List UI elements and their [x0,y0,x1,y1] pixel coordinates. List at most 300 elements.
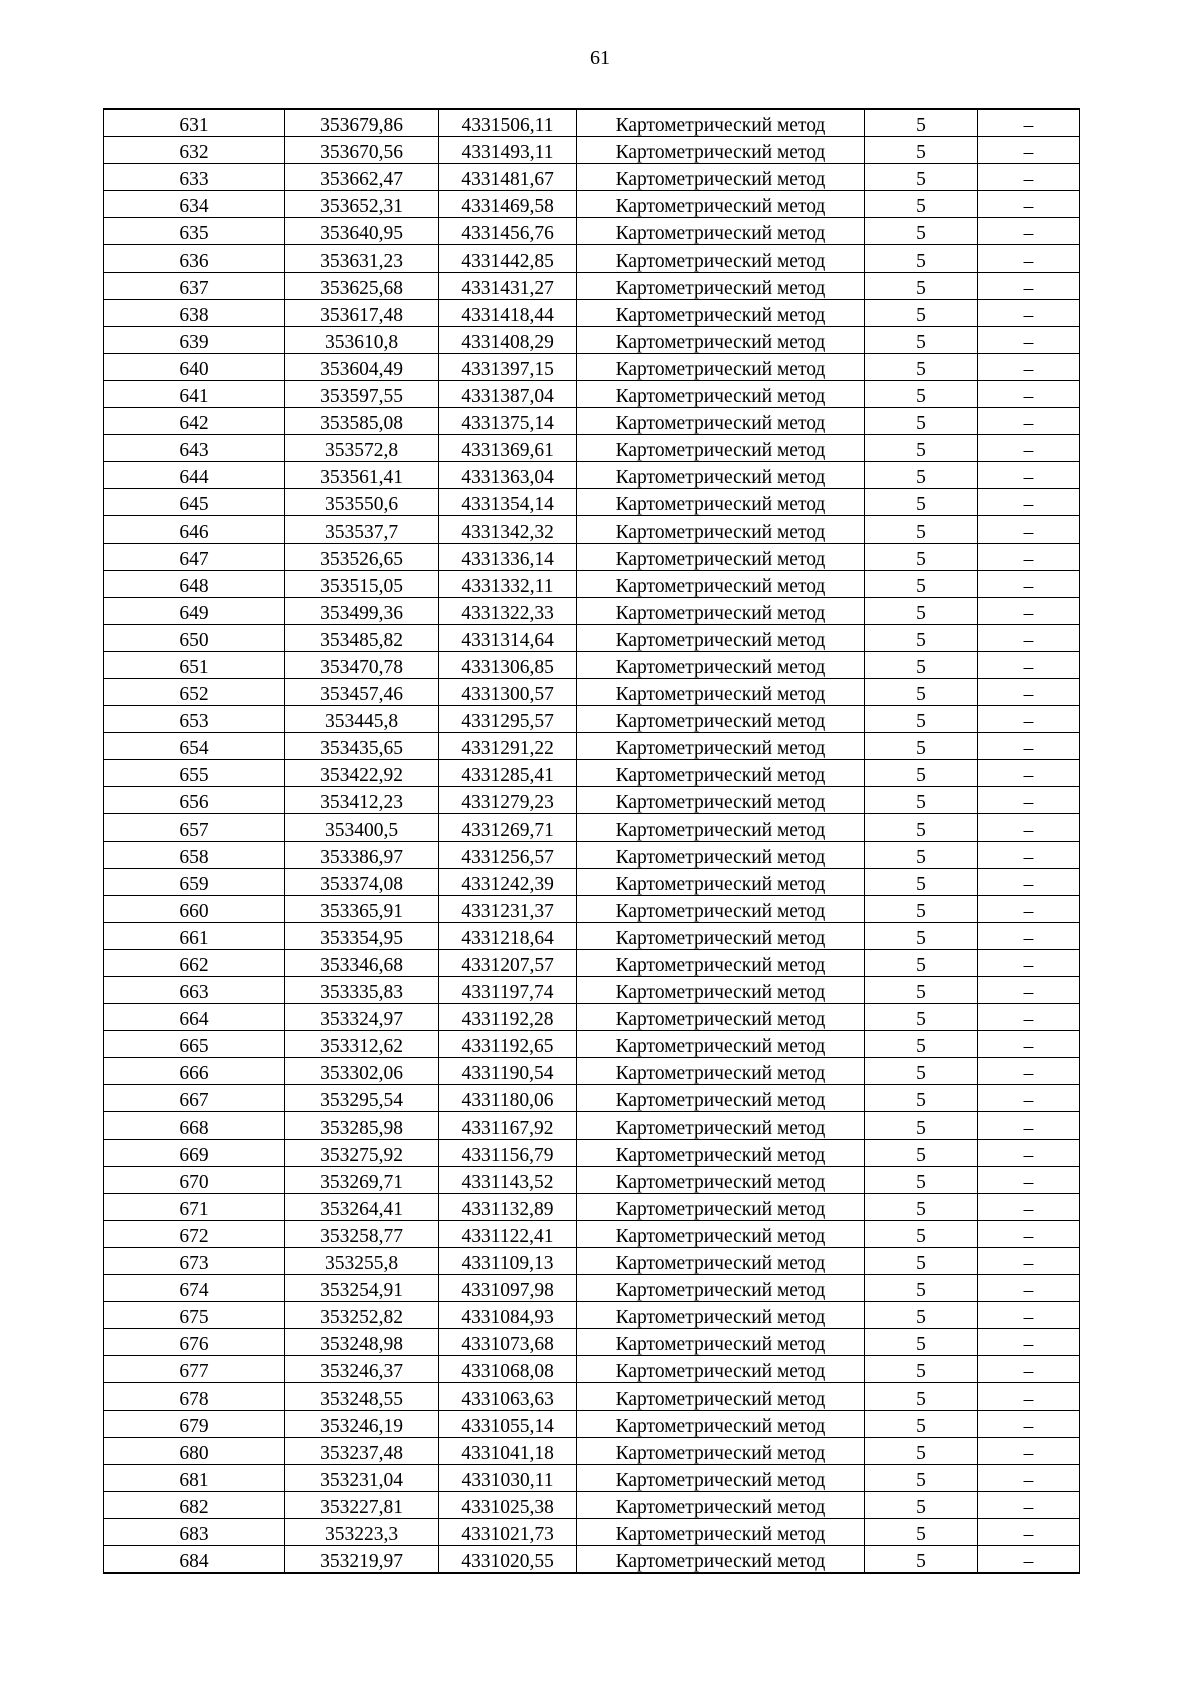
method-cell: Картометрический метод [577,1112,865,1139]
method-cell: Картометрический метод [577,651,865,678]
x-coordinate-cell: 353324,97 [285,1004,439,1031]
y-coordinate-cell: 4331167,92 [439,1112,577,1139]
table-row [104,1383,1080,1410]
method-cell: Картометрический метод [577,543,865,570]
description-cell: – [978,1112,1080,1139]
x-coordinate-cell: 353269,71 [285,1166,439,1193]
point-number-cell: 666 [104,1058,285,1085]
description-cell: – [978,949,1080,976]
y-coordinate-cell: 4331218,64 [439,922,577,949]
y-coordinate-cell: 4331180,06 [439,1085,577,1112]
table-row [104,1004,1080,1031]
y-coordinate-cell: 4331231,37 [439,895,577,922]
point-number-cell: 638 [104,299,285,326]
x-coordinate-cell: 353248,55 [285,1383,439,1410]
y-coordinate-cell: 4331279,23 [439,787,577,814]
description-cell: – [978,1545,1080,1573]
y-coordinate-cell: 4331055,14 [439,1410,577,1437]
y-coordinate-cell: 4331021,73 [439,1518,577,1545]
x-coordinate-cell: 353470,78 [285,651,439,678]
point-number-cell: 642 [104,408,285,435]
x-coordinate-cell: 353597,55 [285,380,439,407]
description-cell: – [978,1004,1080,1031]
point-number-cell: 657 [104,814,285,841]
x-coordinate-cell: 353679,86 [285,109,439,137]
method-cell: Картометрический метод [577,1410,865,1437]
method-cell: Картометрический метод [577,1437,865,1464]
x-coordinate-cell: 353386,97 [285,841,439,868]
x-coordinate-cell: 353400,5 [285,814,439,841]
description-cell: – [978,380,1080,407]
accuracy-cell: 5 [865,1329,978,1356]
method-cell: Картометрический метод [577,1518,865,1545]
point-number-cell: 663 [104,977,285,1004]
y-coordinate-cell: 4331506,11 [439,109,577,137]
table-row [104,841,1080,868]
point-number-cell: 653 [104,706,285,733]
description-cell: – [978,624,1080,651]
accuracy-cell: 5 [865,895,978,922]
x-coordinate-cell: 353499,36 [285,597,439,624]
x-coordinate-cell: 353610,8 [285,326,439,353]
x-coordinate-cell: 353302,06 [285,1058,439,1085]
method-cell: Картометрический метод [577,922,865,949]
accuracy-cell: 5 [865,1410,978,1437]
point-number-cell: 639 [104,326,285,353]
x-coordinate-cell: 353550,6 [285,489,439,516]
y-coordinate-cell: 4331332,11 [439,570,577,597]
description-cell: – [978,1031,1080,1058]
accuracy-cell: 5 [865,1247,978,1274]
method-cell: Картометрический метод [577,1275,865,1302]
x-coordinate-cell: 353485,82 [285,624,439,651]
point-number-cell: 662 [104,949,285,976]
x-coordinate-cell: 353662,47 [285,164,439,191]
table-row [104,624,1080,651]
description-cell: – [978,462,1080,489]
point-number-cell: 646 [104,516,285,543]
point-number-cell: 681 [104,1464,285,1491]
method-cell: Картометрический метод [577,1193,865,1220]
table-row [104,1518,1080,1545]
x-coordinate-cell: 353561,41 [285,462,439,489]
accuracy-cell: 5 [865,624,978,651]
table-row [104,733,1080,760]
point-number-cell: 660 [104,895,285,922]
table-row [104,191,1080,218]
point-number-cell: 649 [104,597,285,624]
accuracy-cell: 5 [865,109,978,137]
method-cell: Картометрический метод [577,1545,865,1573]
description-cell: – [978,1275,1080,1302]
table-row [104,814,1080,841]
point-number-cell: 640 [104,353,285,380]
method-cell: Картометрический метод [577,977,865,1004]
description-cell: – [978,353,1080,380]
point-number-cell: 651 [104,651,285,678]
point-number-cell: 631 [104,109,285,137]
method-cell: Картометрический метод [577,1166,865,1193]
method-cell: Картометрический метод [577,380,865,407]
point-number-cell: 647 [104,543,285,570]
table-row [104,1031,1080,1058]
method-cell: Картометрический метод [577,570,865,597]
y-coordinate-cell: 4331387,04 [439,380,577,407]
y-coordinate-cell: 4331336,14 [439,543,577,570]
x-coordinate-cell: 353435,65 [285,733,439,760]
description-cell: – [978,1383,1080,1410]
table-row [104,1193,1080,1220]
method-cell: Картометрический метод [577,218,865,245]
description-cell: – [978,1329,1080,1356]
accuracy-cell: 5 [865,272,978,299]
point-number-cell: 661 [104,922,285,949]
accuracy-cell: 5 [865,570,978,597]
accuracy-cell: 5 [865,164,978,191]
method-cell: Картометрический метод [577,1329,865,1356]
x-coordinate-cell: 353412,23 [285,787,439,814]
x-coordinate-cell: 353248,98 [285,1329,439,1356]
method-cell: Картометрический метод [577,435,865,462]
point-number-cell: 641 [104,380,285,407]
description-cell: – [978,1247,1080,1274]
accuracy-cell: 5 [865,218,978,245]
description-cell: – [978,895,1080,922]
x-coordinate-cell: 353219,97 [285,1545,439,1573]
accuracy-cell: 5 [865,1220,978,1247]
point-number-cell: 669 [104,1139,285,1166]
description-cell: – [978,1356,1080,1383]
point-number-cell: 634 [104,191,285,218]
accuracy-cell: 5 [865,516,978,543]
y-coordinate-cell: 4331300,57 [439,678,577,705]
table-row [104,570,1080,597]
table-row [104,326,1080,353]
accuracy-cell: 5 [865,1058,978,1085]
table-row [104,218,1080,245]
description-cell: – [978,922,1080,949]
method-cell: Картометрический метод [577,326,865,353]
accuracy-cell: 5 [865,814,978,841]
table-row [104,1220,1080,1247]
method-cell: Картометрический метод [577,787,865,814]
point-number-cell: 668 [104,1112,285,1139]
point-number-cell: 665 [104,1031,285,1058]
method-cell: Картометрический метод [577,1031,865,1058]
point-number-cell: 684 [104,1545,285,1573]
table-row [104,408,1080,435]
y-coordinate-cell: 4331285,41 [439,760,577,787]
accuracy-cell: 5 [865,868,978,895]
point-number-cell: 652 [104,678,285,705]
coordinates-table-body [104,109,1080,1573]
description-cell: – [978,137,1080,164]
description-cell: – [978,1139,1080,1166]
y-coordinate-cell: 4331109,13 [439,1247,577,1274]
accuracy-cell: 5 [865,435,978,462]
point-number-cell: 682 [104,1491,285,1518]
point-number-cell: 654 [104,733,285,760]
y-coordinate-cell: 4331132,89 [439,1193,577,1220]
method-cell: Картометрический метод [577,272,865,299]
method-cell: Картометрический метод [577,1139,865,1166]
table-row [104,435,1080,462]
description-cell: – [978,1437,1080,1464]
x-coordinate-cell: 353285,98 [285,1112,439,1139]
method-cell: Картометрический метод [577,245,865,272]
method-cell: Картометрический метод [577,1356,865,1383]
accuracy-cell: 5 [865,1085,978,1112]
x-coordinate-cell: 353422,92 [285,760,439,787]
y-coordinate-cell: 4331242,39 [439,868,577,895]
table-row [104,1491,1080,1518]
accuracy-cell: 5 [865,977,978,1004]
x-coordinate-cell: 353223,3 [285,1518,439,1545]
description-cell: – [978,1464,1080,1491]
point-number-cell: 655 [104,760,285,787]
y-coordinate-cell: 4331192,65 [439,1031,577,1058]
accuracy-cell: 5 [865,1112,978,1139]
x-coordinate-cell: 353585,08 [285,408,439,435]
y-coordinate-cell: 4331025,38 [439,1491,577,1518]
description-cell: – [978,1491,1080,1518]
table-row [104,1410,1080,1437]
description-cell: – [978,760,1080,787]
accuracy-cell: 5 [865,949,978,976]
table-row [104,922,1080,949]
table-row [104,1247,1080,1274]
method-cell: Картометрический метод [577,1491,865,1518]
y-coordinate-cell: 4331097,98 [439,1275,577,1302]
x-coordinate-cell: 353374,08 [285,868,439,895]
x-coordinate-cell: 353617,48 [285,299,439,326]
y-coordinate-cell: 4331481,67 [439,164,577,191]
table-row [104,137,1080,164]
table-row [104,245,1080,272]
x-coordinate-cell: 353237,48 [285,1437,439,1464]
description-cell: – [978,868,1080,895]
accuracy-cell: 5 [865,1139,978,1166]
method-cell: Картометрический метод [577,1004,865,1031]
table-row [104,1437,1080,1464]
method-cell: Картометрический метод [577,137,865,164]
description-cell: – [978,597,1080,624]
y-coordinate-cell: 4331408,29 [439,326,577,353]
y-coordinate-cell: 4331314,64 [439,624,577,651]
table-row [104,1464,1080,1491]
description-cell: – [978,651,1080,678]
description-cell: – [978,1410,1080,1437]
y-coordinate-cell: 4331190,54 [439,1058,577,1085]
y-coordinate-cell: 4331143,52 [439,1166,577,1193]
y-coordinate-cell: 4331122,41 [439,1220,577,1247]
method-cell: Картометрический метод [577,895,865,922]
description-cell: – [978,408,1080,435]
table-row [104,543,1080,570]
table-row [104,1329,1080,1356]
x-coordinate-cell: 353631,23 [285,245,439,272]
description-cell: – [978,326,1080,353]
accuracy-cell: 5 [865,922,978,949]
accuracy-cell: 5 [865,1356,978,1383]
table-row [104,760,1080,787]
table-row [104,895,1080,922]
x-coordinate-cell: 353295,54 [285,1085,439,1112]
description-cell: – [978,1220,1080,1247]
y-coordinate-cell: 4331020,55 [439,1545,577,1573]
point-number-cell: 670 [104,1166,285,1193]
method-cell: Картометрический метод [577,408,865,435]
description-cell: – [978,543,1080,570]
method-cell: Картометрический метод [577,164,865,191]
y-coordinate-cell: 4331291,22 [439,733,577,760]
accuracy-cell: 5 [865,1518,978,1545]
accuracy-cell: 5 [865,1545,978,1573]
description-cell: – [978,435,1080,462]
table-row [104,787,1080,814]
y-coordinate-cell: 4331084,93 [439,1302,577,1329]
table-row [104,299,1080,326]
table-row [104,1545,1080,1573]
method-cell: Картометрический метод [577,1383,865,1410]
x-coordinate-cell: 353258,77 [285,1220,439,1247]
y-coordinate-cell: 4331073,68 [439,1329,577,1356]
y-coordinate-cell: 4331354,14 [439,489,577,516]
method-cell: Картометрический метод [577,760,865,787]
table-row [104,380,1080,407]
y-coordinate-cell: 4331342,32 [439,516,577,543]
y-coordinate-cell: 4331397,15 [439,353,577,380]
point-number-cell: 667 [104,1085,285,1112]
x-coordinate-cell: 353457,46 [285,678,439,705]
y-coordinate-cell: 4331375,14 [439,408,577,435]
accuracy-cell: 5 [865,597,978,624]
table-row [104,109,1080,137]
point-number-cell: 656 [104,787,285,814]
y-coordinate-cell: 4331456,76 [439,218,577,245]
x-coordinate-cell: 353255,8 [285,1247,439,1274]
y-coordinate-cell: 4331295,57 [439,706,577,733]
point-number-cell: 676 [104,1329,285,1356]
point-number-cell: 632 [104,137,285,164]
y-coordinate-cell: 4331207,57 [439,949,577,976]
point-number-cell: 671 [104,1193,285,1220]
table-row [104,1112,1080,1139]
table-row [104,516,1080,543]
table-row [104,1139,1080,1166]
accuracy-cell: 5 [865,326,978,353]
method-cell: Картометрический метод [577,733,865,760]
point-number-cell: 664 [104,1004,285,1031]
y-coordinate-cell: 4331041,18 [439,1437,577,1464]
description-cell: – [978,191,1080,218]
x-coordinate-cell: 353625,68 [285,272,439,299]
table-row [104,164,1080,191]
x-coordinate-cell: 353346,68 [285,949,439,976]
description-cell: – [978,1058,1080,1085]
accuracy-cell: 5 [865,1031,978,1058]
description-cell: – [978,706,1080,733]
method-cell: Картометрический метод [577,1302,865,1329]
table-row [104,1302,1080,1329]
method-cell: Картометрический метод [577,462,865,489]
accuracy-cell: 5 [865,1437,978,1464]
accuracy-cell: 5 [865,841,978,868]
accuracy-cell: 5 [865,543,978,570]
accuracy-cell: 5 [865,353,978,380]
accuracy-cell: 5 [865,1275,978,1302]
x-coordinate-cell: 353640,95 [285,218,439,245]
point-number-cell: 644 [104,462,285,489]
table-row [104,462,1080,489]
y-coordinate-cell: 4331418,44 [439,299,577,326]
description-cell: – [978,245,1080,272]
accuracy-cell: 5 [865,380,978,407]
description-cell: – [978,1193,1080,1220]
accuracy-cell: 5 [865,299,978,326]
description-cell: – [978,678,1080,705]
point-number-cell: 659 [104,868,285,895]
point-number-cell: 658 [104,841,285,868]
method-cell: Картометрический метод [577,814,865,841]
description-cell: – [978,787,1080,814]
table-row [104,597,1080,624]
point-number-cell: 643 [104,435,285,462]
accuracy-cell: 5 [865,489,978,516]
table-row [104,272,1080,299]
method-cell: Картометрический метод [577,706,865,733]
accuracy-cell: 5 [865,706,978,733]
description-cell: – [978,1302,1080,1329]
coordinates-table [103,108,1080,1574]
table-row [104,1166,1080,1193]
x-coordinate-cell: 353670,56 [285,137,439,164]
method-cell: Картометрический метод [577,1058,865,1085]
method-cell: Картометрический метод [577,597,865,624]
method-cell: Картометрический метод [577,1247,865,1274]
y-coordinate-cell: 4331322,33 [439,597,577,624]
description-cell: – [978,164,1080,191]
description-cell: – [978,1166,1080,1193]
accuracy-cell: 5 [865,245,978,272]
x-coordinate-cell: 353365,91 [285,895,439,922]
table-row [104,489,1080,516]
description-cell: – [978,814,1080,841]
table-row [104,977,1080,1004]
x-coordinate-cell: 353264,41 [285,1193,439,1220]
table-row [104,949,1080,976]
description-cell: – [978,841,1080,868]
method-cell: Картометрический метод [577,109,865,137]
method-cell: Картометрический метод [577,678,865,705]
accuracy-cell: 5 [865,1193,978,1220]
description-cell: – [978,1085,1080,1112]
table-row [104,353,1080,380]
y-coordinate-cell: 4331431,27 [439,272,577,299]
table-row [104,706,1080,733]
x-coordinate-cell: 353312,62 [285,1031,439,1058]
x-coordinate-cell: 353604,49 [285,353,439,380]
y-coordinate-cell: 4331063,63 [439,1383,577,1410]
x-coordinate-cell: 353246,37 [285,1356,439,1383]
point-number-cell: 636 [104,245,285,272]
point-number-cell: 674 [104,1275,285,1302]
accuracy-cell: 5 [865,408,978,435]
x-coordinate-cell: 353275,92 [285,1139,439,1166]
point-number-cell: 635 [104,218,285,245]
accuracy-cell: 5 [865,1004,978,1031]
method-cell: Картометрический метод [577,949,865,976]
